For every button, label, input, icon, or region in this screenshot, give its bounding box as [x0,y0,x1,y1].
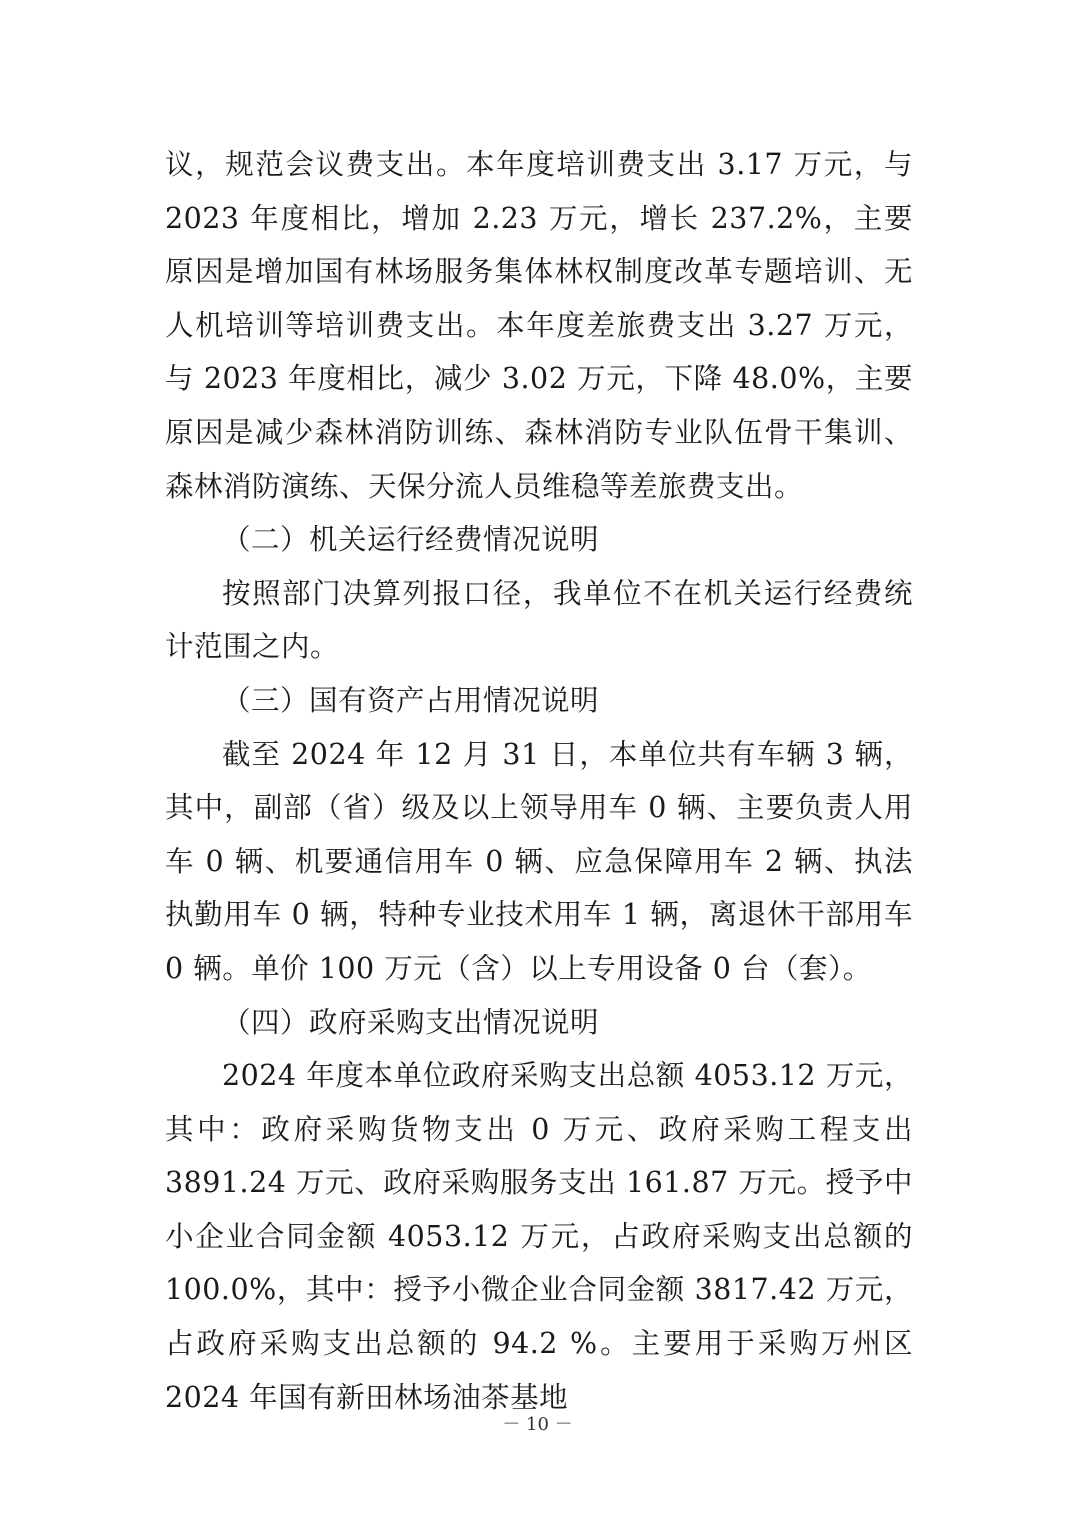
paragraph-training-travel-expenses: 议，规范会议费支出。本年度培训费支出 3.17 万元，与 2023 年度相比，增加 2.23 万元，增长 237.2%，主要原因是增加国有林场服务集体林权制度改革专题培训、无人机培训等培训费支出。本年度差旅费支出 3.27 万元，与 2023 年度相比，减少 3.02 万元，下降 48.0%，主要原因是减少森林消防训练、森林消防专业队伍骨干集训、森林消防演练、天保分流人员维稳等差旅费支出。 [165,148,913,503]
page-body [165,138,913,1424]
section-heading-office-operating-expenses: （二）机关运行经费情况说明 [222,523,600,557]
paragraph-government-procurement: 2024 年度本单位政府采购支出总额 4053.12 万元，其中：政府采购货物支出 0 万元、政府采购工程支出 3891.24 万元、政府采购服务支出 161.87 万元。授予中小企业合同金额 4053.12 万元，占政府采购支出总额的 100.0%，其中：授予小微企业合同金额 3817.42 万元，占政府采购支出总额的 94.2 %。主要用于采购万州区 2024 年国有新田林场油茶基地 [165,1059,913,1414]
paragraph-state-assets: 截至 2024 年 12 月 31 日，本单位共有车辆 3 辆，其中，副部（省）级及以上领导用车 0 辆、主要负责人用车 0 辆、机要通信用车 0 辆、应急保障用车 2 辆、执法执勤用车 0 辆，特种专业技术用车 1 辆，离退休干部用车 0 辆。单价 100 万元（含）以上专用设备 0 台（套）。 [165,737,913,985]
section-heading-government-procurement: （四）政府采购支出情况说明 [222,1005,600,1039]
section-heading-state-assets: （三）国有资产占用情况说明 [222,683,600,717]
paragraph-office-operating-expenses: 按照部门决算列报口径，我单位不在机关运行经费统计范围之内。 [165,576,913,664]
page-number: － 10 － [502,1414,573,1435]
